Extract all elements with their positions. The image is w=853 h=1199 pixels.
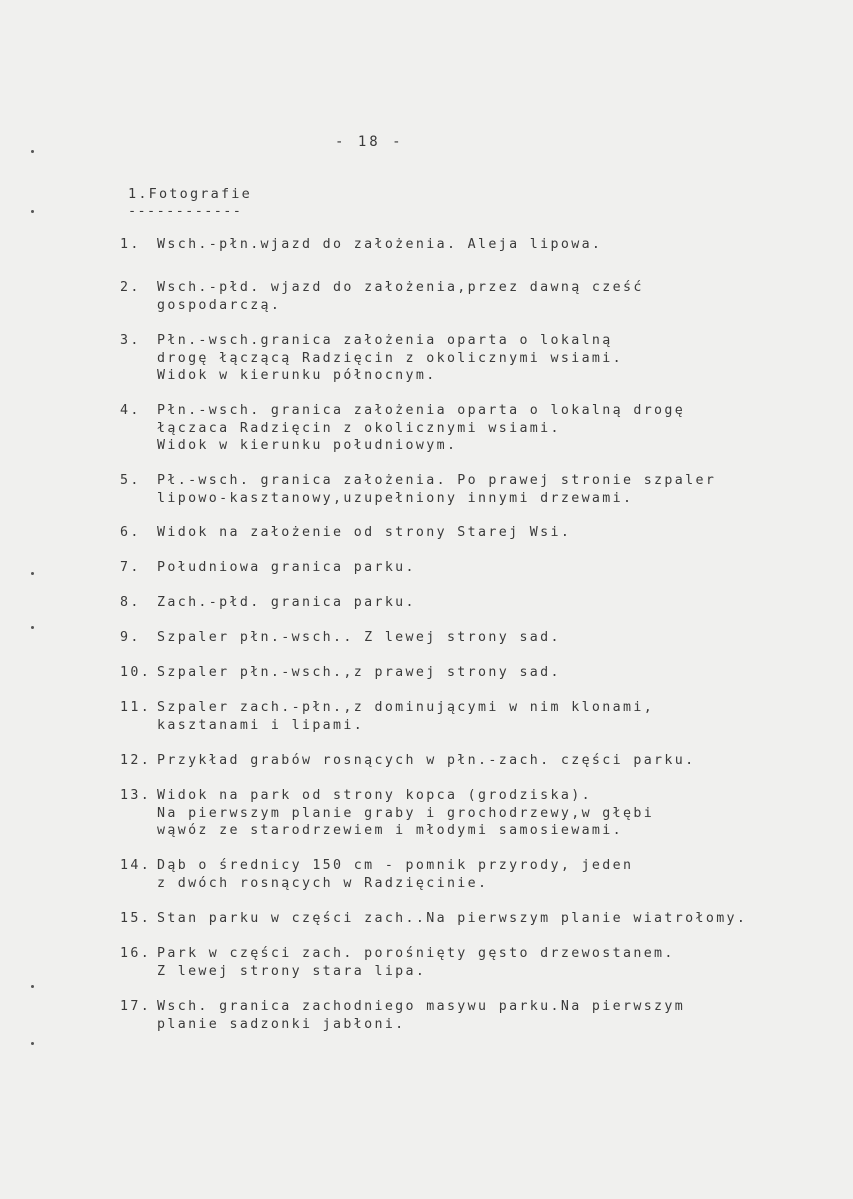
list-item-text: Szpaler płn.-wsch.,z prawej strony sad. [157, 665, 561, 680]
list-item-line [120, 490, 716, 508]
list-item-number: 1. [120, 237, 141, 252]
list-item-number: 16. [120, 946, 152, 961]
list-item-line [120, 350, 623, 368]
list-item-line [120, 236, 602, 254]
list-item-text: Szpaler płn.-wsch.. Z lewej strony sad. [157, 630, 561, 645]
list-item-text: Widok w kierunku północnym. [157, 368, 437, 383]
list-item-number: 11. [120, 700, 152, 715]
list-item-line [120, 629, 561, 647]
list-item-line [120, 594, 416, 612]
list-item-line [120, 822, 654, 840]
list-item-text: Widok na park od strony kopca (grodziska). [157, 788, 592, 803]
list-item-number: 5. [120, 473, 141, 488]
list-item-text: Dąb o średnicy 150 cm - pomnik przyrody, jeden [157, 858, 634, 873]
list-item [120, 332, 623, 385]
list-item [120, 279, 644, 314]
list-item [120, 629, 561, 647]
list-item-line [120, 297, 644, 315]
list-item-line [120, 664, 561, 682]
list-item-text: Południowa granica parku. [157, 560, 416, 575]
list-item-line [120, 752, 695, 770]
list-item [120, 857, 633, 892]
section-title-underline: ------------ [128, 203, 243, 219]
list-item-text: Płn.-wsch. granica założenia oparta o lokalną drogę [157, 403, 686, 418]
list-item-line [120, 805, 654, 823]
list-item-line [120, 875, 633, 893]
list-item-line [120, 524, 571, 542]
list-item [120, 699, 654, 734]
list-item-text: Wsch.-płd. wjazd do założenia,przez dawną cześć [157, 280, 644, 295]
margin-mark [31, 626, 34, 629]
list-item-text: z dwóch rosnących w Radzięcinie. [157, 875, 489, 891]
margin-mark [31, 1042, 34, 1045]
list-item-text: wąwóz ze starodrzewiem i młodymi samosiewami. [157, 823, 623, 838]
list-item-line [120, 787, 654, 805]
list-item-line [120, 402, 685, 420]
list-item [120, 472, 716, 507]
list-item-number: 17. [120, 999, 152, 1014]
margin-mark [31, 572, 34, 575]
list-item-line [120, 332, 623, 350]
list-item-text: Z lewej strony stara lipa. [157, 963, 427, 979]
list-item-text: Płn.-wsch.granica założenia oparta o lokalną [157, 333, 613, 348]
list-item-line [120, 559, 416, 577]
list-item [120, 559, 416, 577]
list-item-text: Szpaler zach.-płn.,z dominującymi w nim klonami, [157, 700, 655, 715]
list-item-text: kasztanami i lipami. [157, 717, 365, 733]
margin-mark [31, 150, 34, 153]
list-item-line [120, 945, 675, 963]
list-item-text: Przykład grabów rosnących w płn.-zach. części parku. [157, 753, 696, 768]
list-item [120, 594, 416, 612]
list-item-text: Na pierwszym planie graby i grochodrzewy,w głębi [157, 805, 655, 821]
list-item [120, 998, 685, 1033]
list-item-number: 8. [120, 595, 141, 610]
list-item-text: łączaca Radzięcin z okolicznymi wsiami. [157, 420, 561, 436]
list-item-number: 3. [120, 333, 141, 348]
list-item-line [120, 437, 685, 455]
list-item-line [120, 1016, 685, 1034]
list-item [120, 664, 561, 682]
list-item-text: gospodarczą. [157, 297, 282, 313]
list-item-text: Wsch. granica zachodniego masywu parku.Na pierwszym [157, 999, 686, 1014]
list-item-number: 7. [120, 560, 141, 575]
list-item-line [120, 963, 675, 981]
list-item-number: 4. [120, 403, 141, 418]
list-item-line [120, 472, 716, 490]
list-item-line [120, 998, 685, 1016]
list-item-text: Widok w kierunku południowym. [157, 438, 458, 453]
list-item-number: 14. [120, 858, 152, 873]
list-item-line [120, 910, 747, 928]
list-item-line [120, 367, 623, 385]
list-item-number: 12. [120, 753, 152, 768]
page-number: - 18 - [335, 134, 404, 150]
list-item-text: planie sadzonki jabłoni. [157, 1016, 406, 1032]
list-item-line [120, 420, 685, 438]
list-item-text: Zach.-płd. granica parku. [157, 595, 416, 610]
list-item [120, 752, 695, 770]
list-item-text: Stan parku w części zach..Na pierwszym planie wiatrołomy. [157, 911, 748, 926]
list-item-text: Park w części zach. porośnięty gęsto drzewostanem. [157, 946, 675, 961]
list-item [120, 787, 654, 840]
list-item-text: Wsch.-płn.wjazd do założenia. Aleja lipowa. [157, 237, 603, 252]
list-item-number: 10. [120, 665, 152, 680]
list-item-text: Widok na założenie od strony Starej Wsi. [157, 525, 572, 540]
list-item [120, 524, 571, 542]
section-title: 1.Fotografie [128, 186, 252, 202]
list-item-number: 9. [120, 630, 141, 645]
list-item-line [120, 699, 654, 717]
list-item-text: lipowo-kasztanowy,uzupełniony innymi drzewami. [157, 490, 634, 506]
list-item [120, 945, 675, 980]
list-item-text: drogę łączącą Radzięcin z okolicznymi wsiami. [157, 350, 623, 366]
list-item-number: 15. [120, 911, 152, 926]
list-item-number: 2. [120, 280, 141, 295]
list-item [120, 402, 685, 455]
list-item-number: 6. [120, 525, 141, 540]
list-item [120, 910, 747, 928]
list-item-number: 13. [120, 788, 152, 803]
margin-mark [31, 210, 34, 213]
list-item-line [120, 717, 654, 735]
list-item-text: Pł.-wsch. granica założenia. Po prawej stronie szpaler [157, 473, 717, 488]
list-item-line [120, 857, 633, 875]
list-item [120, 236, 602, 254]
margin-mark [31, 985, 34, 988]
list-item-line [120, 279, 644, 297]
